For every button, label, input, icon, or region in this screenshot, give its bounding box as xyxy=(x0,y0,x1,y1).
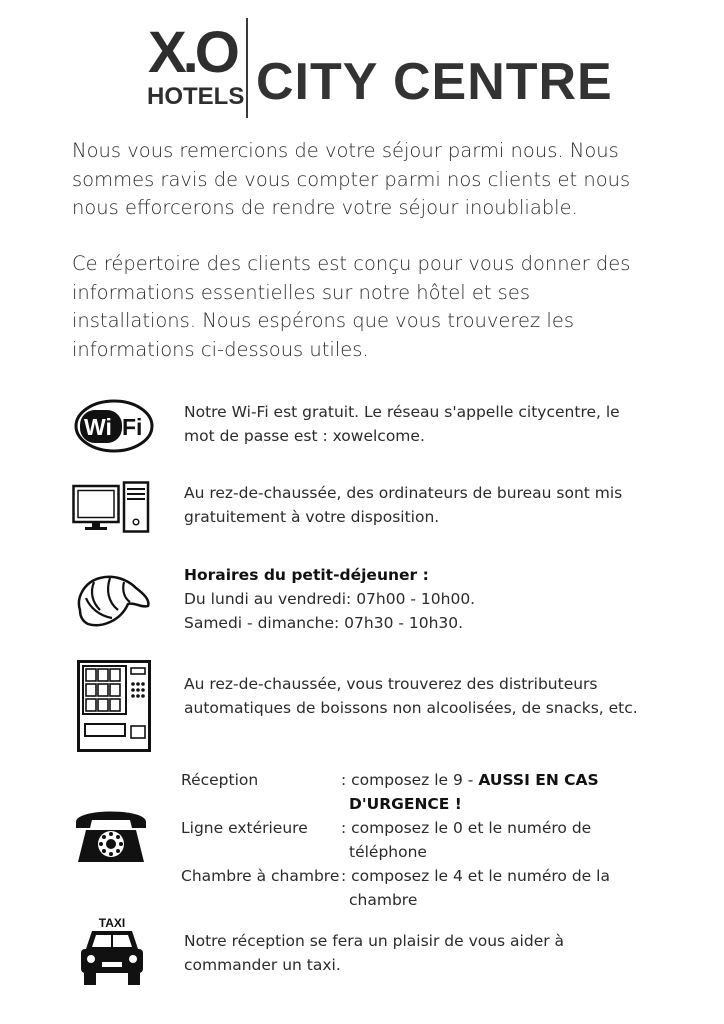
svg-text:TAXI: TAXI xyxy=(98,916,126,930)
phone-emergency-note: AUSSI EN CAS D'URGENCE ! xyxy=(349,771,599,813)
phone-row-room-to-room xyxy=(181,864,631,912)
phone-row-outside-line xyxy=(181,816,631,864)
intro-paragraph-1: Nous vous remercions de votre séjour parmi nous. Nous sommes ravis de vous compter parmi nos clients et nous nous efforcerons de rendre votre séjour inoubliable. xyxy=(72,139,631,219)
desktop-computer-icon xyxy=(72,481,150,535)
svg-text:Fi: Fi xyxy=(122,414,143,440)
breakfast-text xyxy=(184,563,654,635)
computers-text: Au rez-de-chaussée, des ordinateurs de bureau sont mis gratuitement à votre disposition. xyxy=(184,484,623,526)
phone-value-room-to-room: : composez le 4 et le numéro de la chambre xyxy=(341,867,610,909)
taxi-text: Notre réception se fera un plaisir de vous aider à commander un taxi. xyxy=(184,932,565,974)
intro-paragraph-2: Ce répertoire des clients est conçu pour vous donner des informations essentielles sur notre hôtel et ses installations. Nous espérons que vous trouverez les informations ci-dessous utiles. xyxy=(72,252,631,361)
phone-directory xyxy=(181,768,631,912)
wifi-icon xyxy=(74,395,154,455)
telephone-icon xyxy=(72,800,150,866)
xo-hotels-logo-mark xyxy=(146,20,245,110)
wifi-text: Notre Wi-Fi est gratuit. Le réseau s'appelle citycentre, le mot de passe est : xowelcome. xyxy=(184,403,620,445)
phone-value-outside-line: : composez le 0 et le numéro de téléphone xyxy=(341,819,592,861)
svg-text:Wi: Wi xyxy=(84,414,112,440)
taxi-icon xyxy=(78,915,146,989)
breakfast-weekdays: Du lundi au vendredi: 07h00 - 10h00. xyxy=(184,590,476,608)
phone-label-reception: Réception xyxy=(181,771,259,789)
phone-label-outside-line: Ligne extérieure xyxy=(181,819,308,837)
vending-text: Au rez-de-chaussée, vous trouverez des distributeurs automatiques de boissons non alcoolisées, de snacks, etc. xyxy=(184,675,638,717)
logo-title: CITY CENTRE xyxy=(256,53,613,111)
vending-machine-icon xyxy=(77,660,151,752)
phone-row-reception xyxy=(181,768,631,816)
breakfast-weekend: Samedi - dimanche: 07h30 - 10h30. xyxy=(184,614,464,632)
phone-label-room-to-room: Chambre à chambre xyxy=(181,867,340,885)
hotel-logo xyxy=(146,18,613,118)
breakfast-heading: Horaires du petit-déjeuner : xyxy=(184,566,429,584)
logo-mark: X.O xyxy=(148,20,236,85)
croissant-icon xyxy=(74,570,152,630)
logo-brand: HOTELS xyxy=(147,83,245,110)
logo-divider xyxy=(246,18,248,118)
phone-value-reception: : composez le 9 - xyxy=(341,771,479,789)
